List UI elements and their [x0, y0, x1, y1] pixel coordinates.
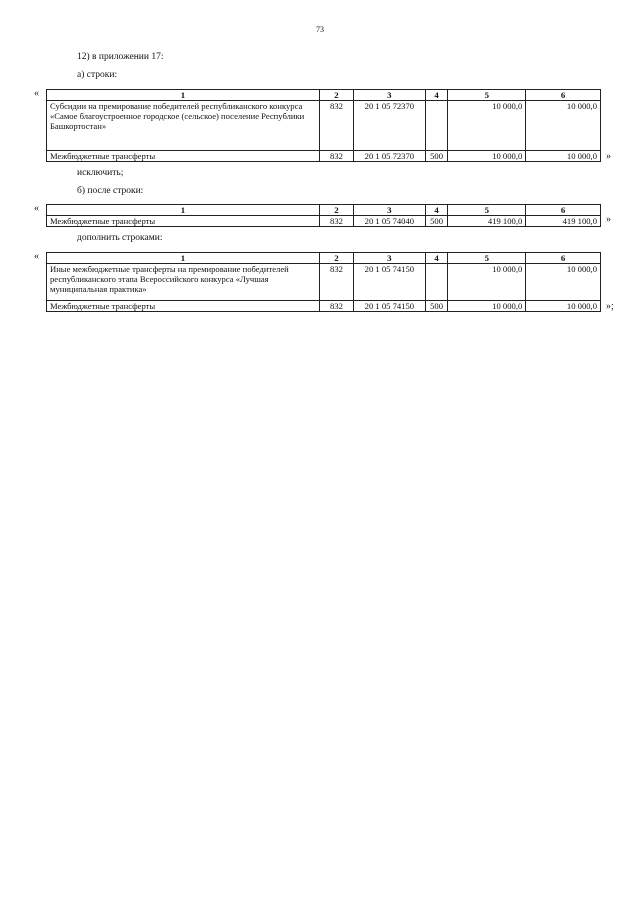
row-name: Субсидии на премирование победителей республиканского конкурса «Самое благоустроенное городское (сельское) поселение Республики Башкортостан» — [47, 101, 320, 151]
row-col6: 10 000,0 — [526, 101, 601, 151]
row-col2: 832 — [319, 216, 353, 227]
header-cell: 1 — [47, 205, 320, 216]
header-cell: 3 — [354, 90, 426, 101]
row-name: Иные межбюджетные трансферты на премирование победителей республиканского этапа Всероссийского конкурса «Лучшая муниципальная практика» — [47, 264, 320, 301]
row-col6: 10 000,0 — [526, 301, 601, 312]
table-section-a — [46, 89, 601, 162]
row-col6: 10 000,0 — [526, 151, 601, 162]
table-row — [47, 264, 601, 301]
header-cell: 2 — [319, 253, 353, 264]
section-b-after: дополнить строками: — [77, 233, 163, 243]
row-col5: 419 100,0 — [448, 216, 526, 227]
table-row — [47, 101, 601, 151]
header-cell: 1 — [47, 253, 320, 264]
row-col4 — [425, 264, 448, 301]
header-cell: 6 — [526, 205, 601, 216]
table-header-row — [47, 90, 601, 101]
table-header-row — [47, 253, 601, 264]
row-col5: 10 000,0 — [448, 301, 526, 312]
table-section-b — [46, 204, 601, 227]
row-col2: 832 — [319, 151, 353, 162]
row-col2: 832 — [319, 264, 353, 301]
page-number: 73 — [316, 25, 324, 34]
row-col6: 10 000,0 — [526, 264, 601, 301]
row-col3: 20 1 05 74150 — [354, 301, 426, 312]
quote-close-a: » — [606, 151, 611, 162]
header-cell: 5 — [448, 205, 526, 216]
quote-close-final: »; — [606, 301, 614, 312]
table-row — [47, 216, 601, 227]
header-cell: 4 — [425, 253, 448, 264]
row-col3: 20 1 05 72370 — [354, 151, 426, 162]
header-cell: 5 — [448, 253, 526, 264]
row-col3: 20 1 05 72370 — [354, 101, 426, 151]
row-col4: 500 — [425, 301, 448, 312]
header-cell: 3 — [354, 253, 426, 264]
table-section-c — [46, 252, 601, 312]
row-col4: 500 — [425, 151, 448, 162]
section-a-label: а) строки: — [77, 70, 118, 80]
table-row — [47, 301, 601, 312]
header-cell: 4 — [425, 205, 448, 216]
row-col4 — [425, 101, 448, 151]
row-col3: 20 1 05 74040 — [354, 216, 426, 227]
quote-open-c: « — [34, 251, 39, 262]
section-a-after: исключить; — [77, 168, 124, 178]
header-cell: 2 — [319, 205, 353, 216]
row-name: Межбюджетные трансферты — [47, 151, 320, 162]
row-col3: 20 1 05 74150 — [354, 264, 426, 301]
row-name: Межбюджетные трансферты — [47, 216, 320, 227]
header-cell: 2 — [319, 90, 353, 101]
row-name: Межбюджетные трансферты — [47, 301, 320, 312]
quote-open-a: « — [34, 88, 39, 99]
quote-open-b: « — [34, 203, 39, 214]
quote-close-b: » — [606, 214, 611, 225]
table-header-row — [47, 205, 601, 216]
header-cell: 3 — [354, 205, 426, 216]
row-col5: 10 000,0 — [448, 101, 526, 151]
row-col5: 10 000,0 — [448, 151, 526, 162]
row-col4: 500 — [425, 216, 448, 227]
section-b-label: б) после строки: — [77, 186, 144, 196]
intro-line: 12) в приложении 17: — [77, 52, 164, 62]
row-col2: 832 — [319, 101, 353, 151]
table-row — [47, 151, 601, 162]
header-cell: 6 — [526, 90, 601, 101]
header-cell: 1 — [47, 90, 320, 101]
header-cell: 4 — [425, 90, 448, 101]
header-cell: 6 — [526, 253, 601, 264]
row-col2: 832 — [319, 301, 353, 312]
row-col6: 419 100,0 — [526, 216, 601, 227]
row-col5: 10 000,0 — [448, 264, 526, 301]
header-cell: 5 — [448, 90, 526, 101]
